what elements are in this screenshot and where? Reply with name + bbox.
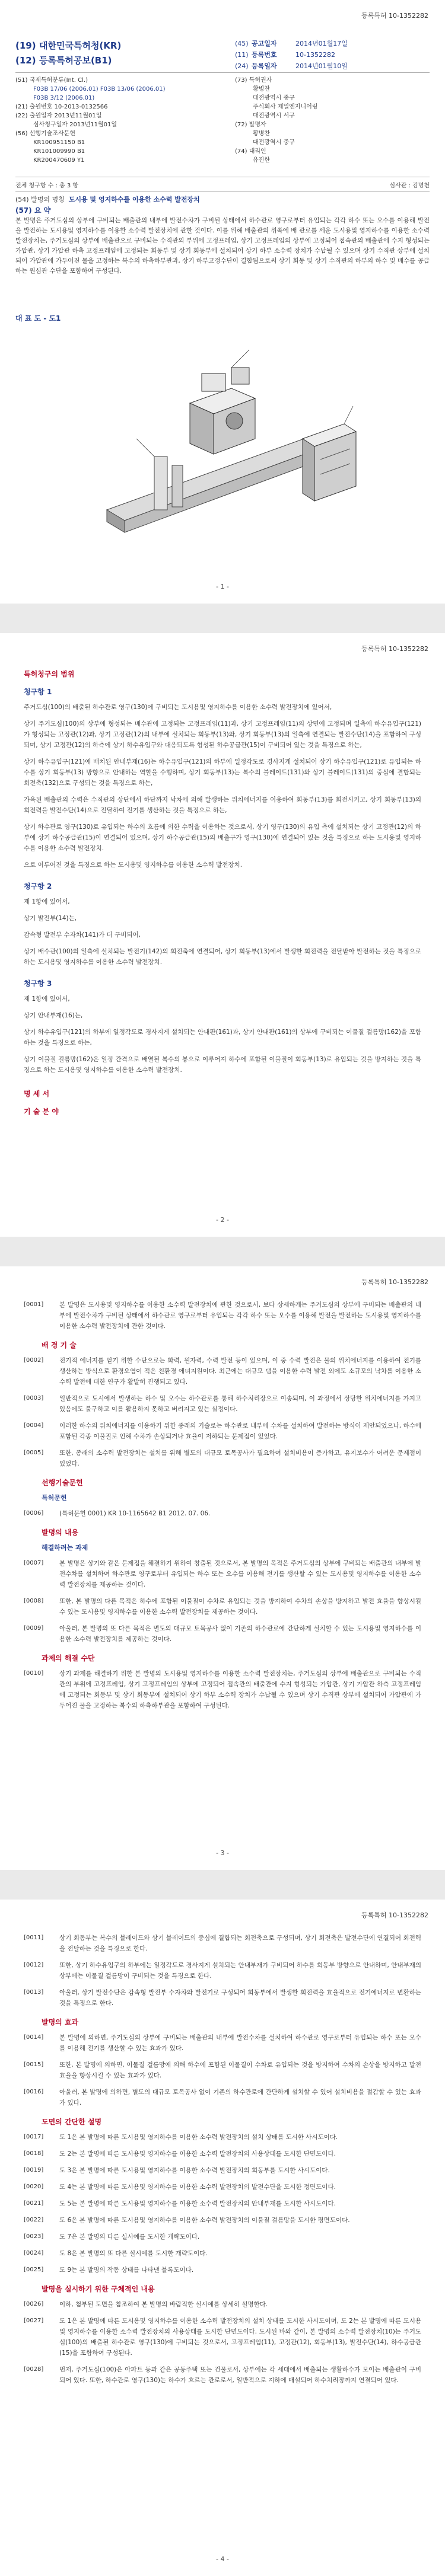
description-continued <box>24 1933 421 2392</box>
claim-2-para: 상기 배수관(100)의 일측에 설치되는 발전기(142)의 회전축에 연결되어, 상기 회동부(13)에서 발생한 회전력을 전달받아 발전하는 것을 특징으로 하는 도시용및 영지하수를 이용한 소수력 발전장치. <box>24 948 421 966</box>
summary-heading: 발명의 내용 <box>42 1528 79 1537</box>
paragraph: [0008] 또한, 본 발명의 다른 목적은 하수에 포함된 이물질이 수차로 유입되는 것을 방지하여 수차의 손상을 방지하고 발전 효율을 향상시킬 수 있는 도시용및 영지하수를 이용한 소수력 발전장치를 제공하는 것이다. <box>24 1598 421 1616</box>
invention-title: (54) 발명의 명칭 도시용 및 영지하수를 이용한 소수력 발전장치 <box>15 196 200 203</box>
page-number: - 2 - <box>216 1216 229 1224</box>
header-left <box>15 37 223 69</box>
claim-3-para: 제 1항에 있어서, <box>24 995 70 1003</box>
claim-1-para: 가옥된 배출관의 수력은 수직관의 상단에서 하단까지 낙차에 의해 발생하는 위치에너지를 이용하여 회동부(13)를 회전시키고, 상기 회동부(13)의 회전력을 발전수단(14)으로 전달하여 전기를 생산하는 것을 특징으로 하는, <box>24 796 421 814</box>
figure-description: [0017] 도 1은 본 발명에 따른 도시용및 영지하수를 이용한 소수력 발전장치의 설치 상태를 도시한 사시도이다. <box>24 2134 338 2141</box>
claim-1-para: 상기 하수관로 영구(130)로 유입되는 하수의 흐름에 의한 수력을 이용하는 것으로서, 상기 영구(130)의 유입 측에 설치되는 상기 고정관(12)의 하부에 상기 하수공급관(15)이 연결되어 있으며, 상기 하수공급관(15)의 배출구가 영구(130)에 연결되어 있는 것을 특징으로 하는 도시용및 영지하수를 이용한 소수력 발전장치. <box>24 823 421 852</box>
publication-date-row: (45) 공고일자 2014년01월17일 <box>235 40 348 47</box>
header-right <box>235 37 431 72</box>
publication-type: (12) 등록특허공보(B1) <box>15 55 112 66</box>
paragraph: [0005] 또한, 종래의 소수력 발전장치는 설치를 위해 별도의 대규모 토목공사가 필요하여 설치비용이 증가하고, 유지보수가 어려운 문제점이 있었다. <box>24 1450 421 1467</box>
document-page-1 <box>0 0 445 604</box>
bibliographic-left: (51) 국제특허분류(Int. Cl.) F03B 17/06 (2006.01) F03B 13/06 (2006.01) F03B 3/12 (2006.01) (21) 출원번호 10-2013-0132566 (22) 출원일자 2013년11월01일 심사청구일자 2013년11월01일 (56) 선행기술조사문헌 KR100951150 B1 KR101009990 B1 KR200470609 Y1 <box>15 77 166 164</box>
document-page-2 <box>0 633 445 1237</box>
figure-description: [0021] 도 5는 본 발명에 따른 도시용및 영지하수를 이용한 소수력 발전장치의 안내부재를 도시한 사시도이다. <box>24 2200 336 2207</box>
paragraph: [0015] 또한, 본 발명에 의하면, 이물질 걸름망에 의해 하수에 포함된 이물질이 수차로 유입되는 것을 방지하여 수차의 손상을 방지하고 발전 효율을 향상시킬 수 있는 효과가 있다. <box>24 2061 421 2079</box>
claim-1-para: 주거도심(100)의 배출된 하수관로 영구(130)에 구비되는 도시용및 영지하수를 이용한 소수력 발전장치에 있어서, <box>24 704 332 711</box>
document-number: 등록특허 10-1352282 <box>361 12 428 20</box>
figure-description: [0023] 도 7은 본 발명의 다른 실시예를 도시한 개략도이다. <box>24 2233 200 2240</box>
paragraph: [0002] 전기적 에너지를 얻기 위한 수단으로는 화력, 원자력, 수력 발전 등이 있으며, 이 중 수력 발전은 물의 위치에너지를 이용하여 전기를 생산하는 방식으로 환경오염이 적은 친환경 에너지원이다. 최근에는 대규모 댐을 이용한 수력 발전 외에도 소규모의 낙차를 이용한 소수력 발전에 대한 연구가 활발히 진행되고 있다. <box>24 1357 421 1386</box>
claim-3-para: 상기 하수유입구(121)의 하부에 일정각도로 경사지게 설치되는 안내판(161)과, 상기 안내판(161)의 상부에 구비되는 이물질 걸름망(162)을 포함하는 것을 특징으로 하는, <box>24 1029 421 1046</box>
figure-description: [0020] 도 4는 본 발명에 따른 도시용및 영지하수를 이용한 소수력 발전장치의 발전수단을 도시한 정면도이다. <box>24 2184 336 2191</box>
drawings-description-heading: 도면의 간단한 설명 <box>42 2118 102 2126</box>
page-number: - 4 - <box>216 2555 229 2563</box>
paragraph: [0009] 아울러, 본 발명의 또 다른 목적은 별도의 대규모 토목공사 없이 기존의 하수관로에 간단하게 설치할 수 있는 도시용및 영지하수를 이용한 소수력 발전장치를 제공하는 것이다. <box>24 1625 421 1643</box>
figure-description: [0025] 도 9는 본 발명의 작동 상태를 나타낸 블록도이다. <box>24 2267 194 2274</box>
representative-drawing-label: 대 표 도 - 도1 <box>15 314 61 323</box>
document-page-4 <box>0 1900 445 2576</box>
page-number: - 3 - <box>216 1849 229 1857</box>
document-number: 등록특허 10-1352282 <box>361 1278 428 1286</box>
claim-2-heading: 청구항 2 <box>24 882 52 890</box>
registration-number-row: (11) 등록번호 10-1352282 <box>235 51 335 59</box>
abstract-text: 본 발명은 주거도심의 상부에 구비되는 배출관의 내부에 발전수차가 구비된 상태에서 하수관로 영구로부터 유입되는 각각 하수 또는 오수를 이용해 발전을 발전하는 도시용및 영지하수를 이용한 소수력 발전장치에 관한 것이다. 이를 위해 배출관의 위쪽에 배 관로를 세운 도시용및 영지하수를 이용한 소수력 발전장치는, 주거도심의 상부에 배출관으로 구비되는 수직관의 부위에 고정프레임, 상기 고정프레임의 상부에 고정되어 접속관의 배출관에 수지 형성되는 가압관, 상기 가압관 하측 고정프레임에 고정되는 회동부 및 상기 회동부에 설치되어 상기 하부 소수력 장치가 수납될 수 있으며 상기 수직관 상부에 설치되어 가압관에 가두어진 물을 고정하는 복수의 하측하부관과, 상기 하부고정수단이 결합됨으로써 상기 회동 및 상기 수직관의 하부의 하수 및 배수를 공급하는 원심관 수단을 포함하여 구성된다. <box>15 217 430 274</box>
paragraph: [0001] 본 발명은 도시용및 영지하수를 이용한 소수력 발전장치에 관한 것으로서, 보다 상세하게는 주거도심의 상부에 구비되는 배출관의 내부에 발전수차가 구비된 상태에서 하수관로 영구로부터 유입되는 각각 하수 또는 오수를 이용해 발전을 발전하는 도시용및 영지하수를 이용한 소수력 발전장치에 관한 것이다. <box>24 1301 421 1330</box>
claim-2-para: 감속형 발전부 수자차(141)가 더 구비되어, <box>24 931 141 939</box>
claims-heading: 특허청구의 범위 <box>24 670 75 678</box>
claims-section <box>24 669 421 1117</box>
technical-field-heading: 기 술 분 야 <box>24 1107 59 1116</box>
paragraph: [0010] 상기 과제를 해결하기 위한 본 발명의 도시용및 영지하수를 이용한 소수력 발전장치는, 주거도심의 상부에 배출관으로 구비되는 수직관의 부위에 고정프레임, 상기 고정프레임의 상부에 고정되어 접속관의 배출관에 수지 형성되는 가압관, 상기 가압관 하측 고정프레임에 고정되는 회동부 및 상기 회동부에 설치되어 상기 하부 소수력 장치가 수납될 수 있으며 상기 수직관 상부에 설치되어 가압관에 가두어진 물을 고정하는 복수의 하측하부관을 포함하여 구성된다. <box>24 1670 421 1709</box>
claim-2-para: 상기 발전부(14)는, <box>24 915 77 922</box>
paragraph: [0011] 상기 회동부는 복수의 블레이드와 상기 블레이드의 중심에 결합되는 회전축으로 구성되며, 상기 회전축은 발전수단에 연결되어 회전력을 전달하는 것을 특징으로 한다. <box>24 1935 421 1952</box>
paragraph: [0016] 아울러, 본 발명에 의하면, 별도의 대규모 토목공사 없이 기존의 하수관로에 간단하게 설치할 수 있어 설치비용을 절감할 수 있는 효과가 있다. <box>24 2089 421 2106</box>
paragraph: [0004] 이러한 하수의 위치에너지를 이용하기 위한 종래의 기술로는 하수관로 내부에 수차를 설치하여 발전하는 방식이 제안되었으나, 하수에 포함된 각종 이물질로 인해 수차가 손상되거나 효율이 저하되는 문제점이 있었다. <box>24 1422 421 1440</box>
office-name: (19) 대한민국특허청(KR) <box>15 40 122 51</box>
page-gap <box>0 1237 445 1266</box>
background-heading: 배 경 기 술 <box>42 1341 77 1349</box>
claim-1-para: 상기 하수유입구(121)에 배치된 안내부재(16)는 하수유입구(121)의 하부에 일정각도로 경사지게 설치되어 상기 하수유입구(121)로 유입되는 하수를 상기 회동부(13) 방향으로 안내하는 역할을 수행하며, 상기 회동부(13)는 복수의 블레이드(131)와 상기 블레이드(131)의 중심에 결합되는 회전축(132)으로 구성되는 것을 특징으로 하는, <box>24 758 421 787</box>
claim-3-heading: 청구항 3 <box>24 979 52 988</box>
document-page-3 <box>0 1266 445 1870</box>
representative-drawing <box>83 332 362 587</box>
paragraph: [0007] 본 발명은 상기와 같은 문제점을 해결하기 위하여 창출된 것으로서, 본 발명의 목적은 주거도심의 상부에 구비되는 배출관의 내부에 발전수차를 설치하여 하수관로 영구로부터 유입되는 하수 또는 오수를 이용해 전기를 생산할 수 있는 도시용및 영지하수를 이용한 소수력 발전장치를 제공하는 것이다. <box>24 1560 421 1588</box>
figure-description: [0024] 도 8은 본 발명의 또 다른 실시예를 도시한 개략도이다. <box>24 2250 208 2257</box>
registration-date-row: (24) 등록일자 2014년01월10일 <box>235 62 348 70</box>
paragraph: [0003] 일반적으로 도시에서 발생하는 하수 및 오수는 하수관로를 통해 하수처리장으로 이송되며, 이 과정에서 상당한 위치에너지를 가지고 있음에도 불구하고 이를 활용하지 못하고 버려지고 있는 실정이다. <box>24 1395 421 1413</box>
claim-1-para: 으로 이루어진 것을 특징으로 하는 도시용및 영지하수를 이용한 소수력 발전장치. <box>24 861 243 869</box>
embodiment-heading: 발명을 실시하기 위한 구체적인 내용 <box>42 2285 155 2293</box>
document-number: 등록특허 10-1352282 <box>361 1911 428 1919</box>
claim-1-para: 상기 주거도심(100)의 상부에 형성되는 배수관에 고정되는 고정프레임(11)과, 상기 고정프레임(11)의 상면에 고정되며 일측에 하수유입구(121)가 형성되는 고정관(12)과, 상기 고정관(12)의 내부에 설치되는 회동부(13)와, 상기 회동부(13)의 일측에 연결되는 발전수단(14)을 포함하여 구성되며, 상기 고정관(12)의 하측에 상기 하수유입구와 대응되도록 형성된 하수공급관(15)이 구비되어 있는 것을 특징으로 하는, <box>24 720 421 749</box>
description-section <box>24 1300 421 1717</box>
bibliographic-data <box>15 76 430 171</box>
paragraph: [0013] 아울러, 상기 발전수단은 감속형 발전부 수자차와 발전기로 구성되어 회동부에서 발생한 회전력을 효율적으로 전기에너지로 변환하는 것을 특징으로 한다. <box>24 1989 421 2007</box>
page-gap <box>0 1870 445 1900</box>
figure-description: [0019] 도 3은 본 발명에 따른 도시용및 영지하수를 이용한 소수력 발전장치의 회동부를 도시한 사시도이다. <box>24 2167 330 2174</box>
claim-3-para: 상기 안내부재(16)는, <box>24 1012 83 1019</box>
page-gap <box>0 604 445 633</box>
paragraph: [0006] (특허문헌 0001) KR 10-1165642 B1 2012. 07. 06. <box>24 1510 211 1517</box>
claim-2-para: 제 1항에 있어서, <box>24 898 70 905</box>
document-number: 등록특허 10-1352282 <box>361 645 428 653</box>
page-number: - 1 - <box>216 583 229 590</box>
paragraph: [0027] 도 1은 본 발명에 따른 도시용및 영지하수를 이용한 소수력 발전장치의 설치 상태를 도시한 사시도이며, 도 2는 본 발명에 따른 도시용및 영지하수를 이용한 소수력 발전장치의 사용상태를 도시한 단면도이다. 도시된 바와 같이, 본 발명의 소수력 발전장치(10)는 주거도심(100)의 배출된 하수관로 영구(130)에 구비되는 것으로서, 고정프레임(11), 고정관(12), 회동부(13), 발전수단(14), 하수공급관(15)을 포함하여 구성된다. <box>24 2318 421 2357</box>
abstract-heading: (57) 요 약 <box>15 206 51 215</box>
paragraph: [0014] 본 발명에 의하면, 주거도심의 상부에 구비되는 배출관의 내부에 발전수차를 설치하여 하수관로 영구로부터 유입되는 하수 또는 오수를 이용해 전기를 생산할 수 있는 효과가 있다. <box>24 2034 421 2052</box>
paragraph: [0026] 이하, 첨부된 도면을 참조하여 본 발명의 바람직한 실시예를 상세히 설명한다. <box>24 2301 268 2308</box>
bibliographic-right: (73) 특허권자 황병찬 대전광역시 중구 주식회사 제일엔지니어링 대전광역시 서구 (72) 발명자 황병찬 대전광역시 중구 (74) 대리인 유진한 <box>235 77 318 164</box>
paragraph: [0012] 또한, 상기 하수유입구의 하부에는 일정각도로 경사지게 설치되는 안내부재가 구비되어 하수를 회동부 방향으로 안내하며, 안내부재의 상부에는 이물질 걸름망이 구비되는 것을 특징으로 한다. <box>24 1962 421 1980</box>
problem-heading: 해결하려는 과제 <box>42 1544 88 1552</box>
paragraph: [0028] 먼저, 주거도심(100)은 아파트 등과 같은 공동주택 또는 건물로서, 상부에는 각 세대에서 배출되는 생활하수가 모이는 배출관이 구비되어 있다. 또한, 하수관로 영구(130)는 하수가 흐르는 관로로서, 일반적으로 지하에 매설되어 하수처리장까지 연결되어 있다. <box>24 2366 421 2384</box>
prior-art-heading: 선행기술문헌 <box>42 1479 83 1487</box>
solution-heading: 과제의 해결 수단 <box>42 1654 95 1662</box>
figure-description: [0018] 도 2는 본 발명에 따른 도시용및 영지하수를 이용한 소수력 발전장치의 사용상태를 도시한 단면도이다. <box>24 2150 336 2157</box>
divider <box>15 72 430 73</box>
figure-description: [0022] 도 6은 본 발명에 따른 도시용및 영지하수를 이용한 소수력 발전장치의 이물질 걸름망을 도시한 평면도이다. <box>24 2217 350 2224</box>
patent-documents-heading: 특허문헌 <box>42 1494 67 1502</box>
claim-1-heading: 청구항 1 <box>24 688 52 696</box>
effects-heading: 발명의 효과 <box>42 2018 79 2026</box>
specification-heading: 명 세 서 <box>24 1090 50 1098</box>
claim-3-para: 상기 이물질 걸름망(162)은 일정 간격으로 배열된 복수의 봉으로 이루어져 하수에 포함된 이물질이 회동부(13)로 유입되는 것을 방지하는 것을 특징으로 하는 도시용및 영지하수를 이용한 소수력 발전장치. <box>24 1056 421 1074</box>
exam-info: 전체 청구항 수 : 총 3 항 심사관 : 김명천 <box>15 183 430 189</box>
